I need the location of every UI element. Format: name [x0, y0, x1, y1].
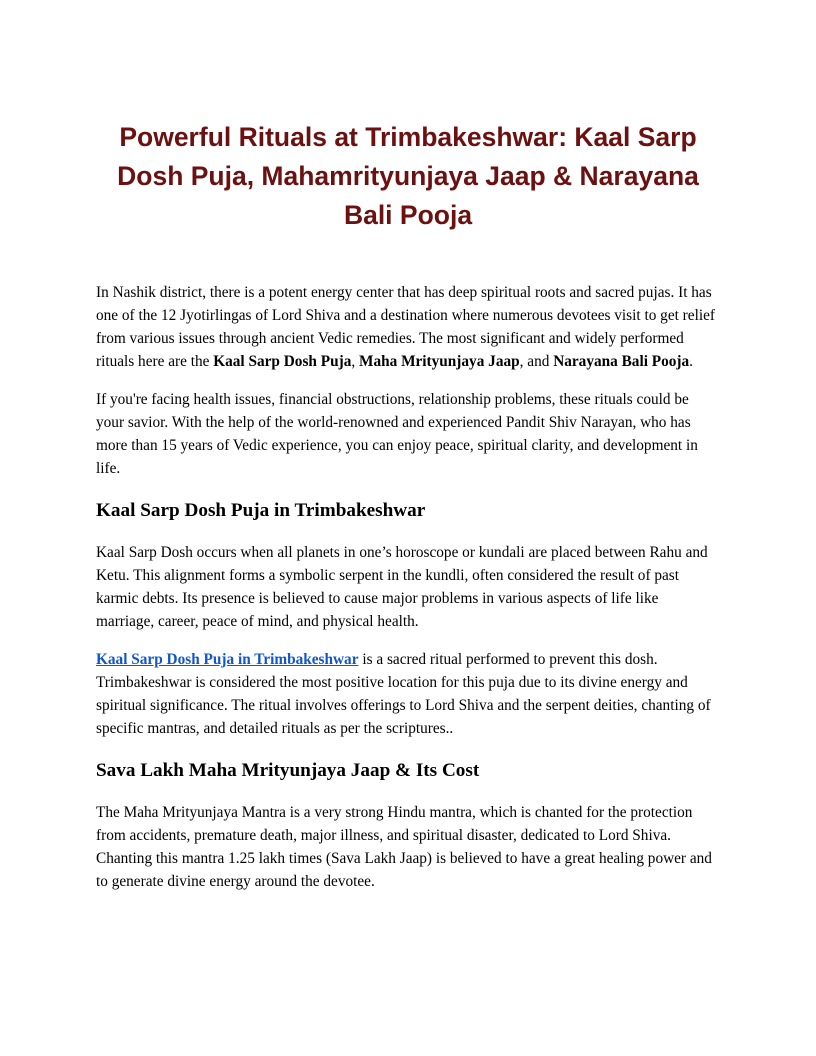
section-heading-kaal-sarp: Kaal Sarp Dosh Puja in Trimbakeshwar	[96, 500, 426, 521]
kaal-sarp-ritual-paragraph	[96, 648, 720, 740]
intro-paragraph	[96, 281, 720, 373]
kaal-sarp-puja-link[interactable]: Kaal Sarp Dosh Puja in Trimbakeshwar	[96, 651, 359, 668]
document-title: Powerful Rituals at Trimbakeshwar: Kaal Sarp Dosh Puja, Mahamrityunjaya Jaap & Narayana Bali Pooja	[117, 122, 699, 230]
mrityunjaya-paragraph: The Maha Mrityunjaya Mantra is a very strong Hindu mantra, which is chanted for the protection from accidents, premature death, major illness, and spiritual disaster, dedicated to Lord Shiva. Chanting this mantra 1.25 lakh times (Sava Lakh Jaap) is believed to have a great healing power and to generate divine energy around the devotee.	[96, 804, 712, 890]
intro-text: In Nashik district, there is a potent energy center that has deep spiritual roots and sacred pujas. It has one of the 12 Jyotirlingas of Lord Shiva and a destination where numerous devotees visit to get relief from various issues through ancient Vedic remedies. The most significant and widely performed rituals here are the	[96, 284, 715, 370]
intro-bold-narayana-bali: Narayana Bali Pooja	[553, 353, 690, 370]
kaal-sarp-ritual-text: is a sacred ritual performed to prevent this dosh. Trimbakeshwar is considered the most positive location for this puja due to its divine energy and spiritual significance. The ritual involves offerings to Lord Shiva and the serpent deities, chanting of specific mantras, and detailed rituals as per the scriptures..	[96, 651, 711, 737]
intro-separator-2: , and	[519, 353, 554, 370]
intro-bold-maha-mrityunjaya: Maha Mrityunjaya Jaap	[359, 353, 520, 370]
document-page	[96, 118, 720, 908]
intro-separator-1: ,	[351, 353, 359, 370]
savior-paragraph: If you're facing health issues, financial obstructions, relationship problems, these rituals could be your savior. With the help of the world-renowned and experienced Pandit Shiv Narayan, who has more than 15 years of Vedic experience, you can enjoy peace, spiritual clarity, and development in life.	[96, 391, 698, 477]
kaal-sarp-description-paragraph: Kaal Sarp Dosh occurs when all planets in one’s horoscope or kundali are placed between Rahu and Ketu. This alignment forms a symbolic serpent in the kundli, often considered the result of past karmic debts. Its presence is believed to cause major problems in various aspects of life like marriage, career, peace of mind, and physical health.	[96, 544, 708, 630]
section-heading-mrityunjaya: Sava Lakh Maha Mrityunjaya Jaap & Its Cost	[96, 760, 480, 781]
intro-end: .	[689, 353, 693, 370]
intro-bold-kaal-sarp: Kaal Sarp Dosh Puja	[213, 353, 352, 370]
